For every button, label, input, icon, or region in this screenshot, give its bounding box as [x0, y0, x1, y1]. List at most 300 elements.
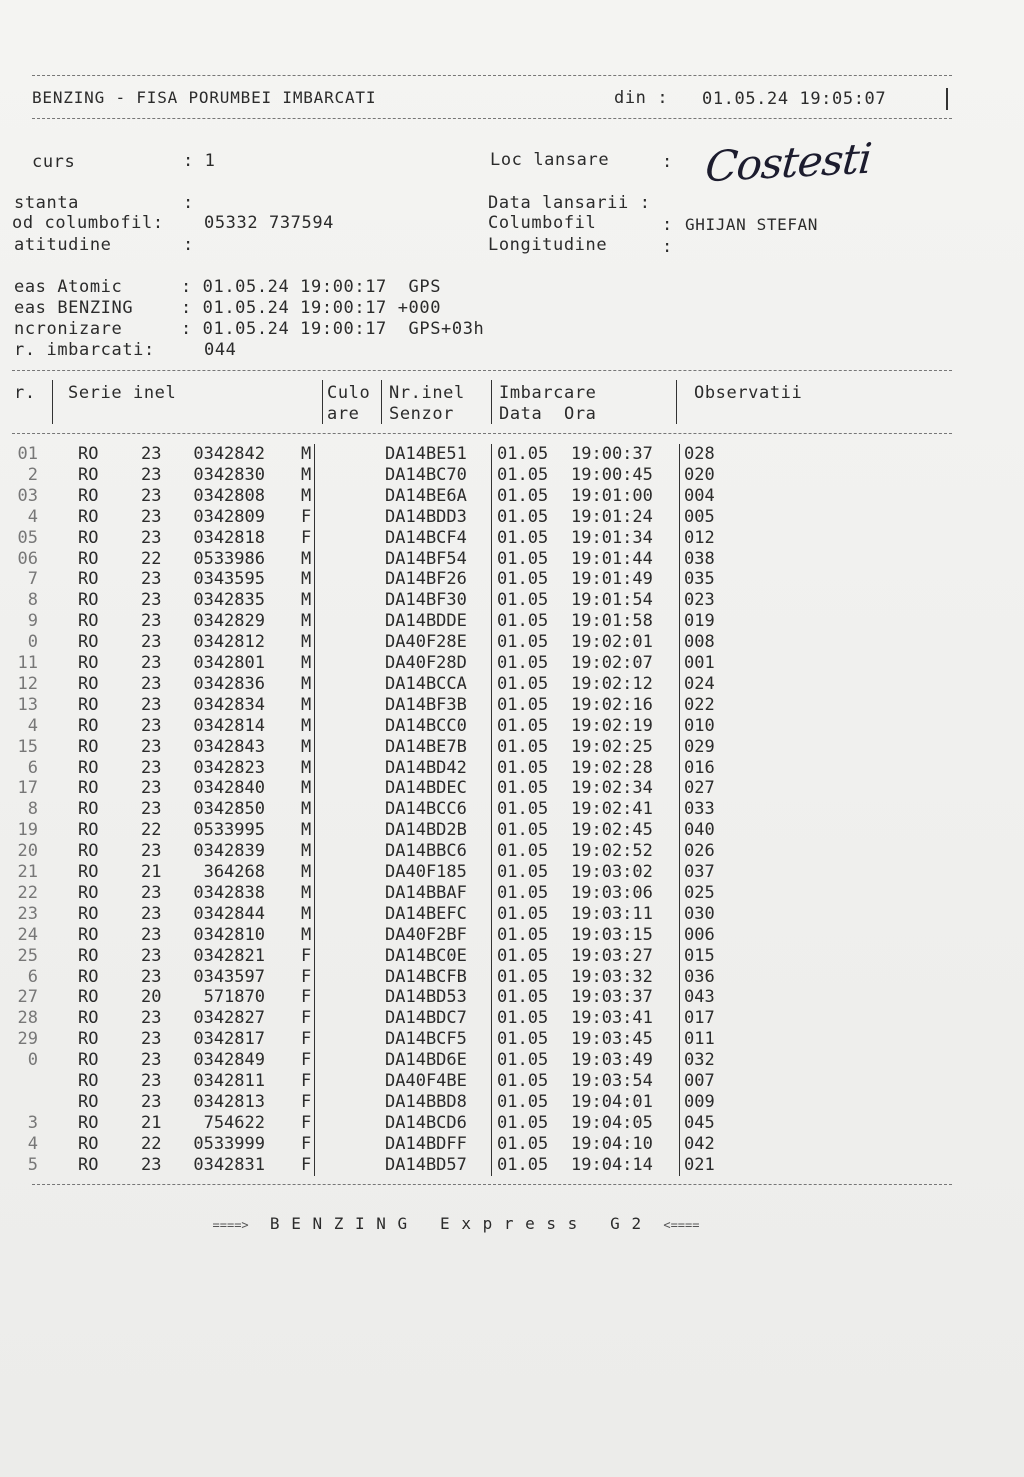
boarding-time: 19:00:45	[571, 464, 653, 485]
boarding-time: 19:02:25	[571, 736, 653, 757]
observation-code: 026	[684, 841, 715, 862]
boarding-date: 01.05	[497, 1029, 549, 1050]
table-row	[0, 883, 1024, 904]
boarding-date: 01.05	[497, 841, 549, 862]
sex-code: M	[301, 799, 312, 820]
ring-year: 23	[141, 882, 162, 903]
sex-code: M	[301, 841, 312, 862]
sex-code: F	[301, 987, 312, 1008]
sensor-id: DA14BCC6	[385, 799, 467, 820]
ring-number: 0342817	[193, 1029, 265, 1050]
boarding-time: 19:01:24	[571, 506, 653, 527]
table-row	[0, 695, 1024, 716]
header-separator	[491, 380, 492, 424]
ring-year: 23	[141, 694, 162, 715]
sex-code: F	[301, 527, 312, 548]
ring-year: 23	[141, 653, 162, 673]
sex-code: F	[301, 966, 312, 987]
col-serie-header: Serie inel	[68, 383, 177, 403]
boarding-date: 01.05	[497, 1133, 549, 1154]
ring-year: 23	[141, 1050, 162, 1071]
boarding-date: 01.05	[497, 757, 549, 778]
country-code: RO	[78, 1091, 99, 1112]
boarding-date: 01.05	[497, 1091, 549, 1112]
ring-year: 23	[141, 1008, 162, 1029]
boarding-time: 19:03:32	[571, 966, 653, 987]
sex-code: F	[301, 1029, 312, 1050]
boarding-date: 01.05	[497, 862, 549, 882]
observation-code: 045	[684, 1112, 715, 1133]
row-number: 22	[17, 882, 38, 903]
sensor-id: DA14BDC7	[385, 1008, 467, 1029]
row-number: 3	[27, 1112, 38, 1133]
ring-number: 0533986	[193, 548, 265, 569]
boarding-date: 01.05	[497, 1071, 549, 1091]
ring-number: 0342840	[193, 778, 265, 799]
table-row	[0, 486, 1024, 507]
row-number: 19	[17, 820, 38, 841]
table-row	[0, 799, 1024, 820]
country-code: RO	[78, 653, 99, 673]
ring-year: 22	[141, 820, 162, 841]
boarding-date: 01.05	[497, 778, 549, 799]
boarding-time: 19:02:34	[571, 778, 653, 799]
sex-code: M	[301, 736, 312, 757]
table-row	[0, 1008, 1024, 1029]
ring-year: 23	[141, 632, 162, 653]
ring-number: 0343595	[193, 569, 265, 590]
sensor-id: DA40F28D	[385, 653, 467, 673]
sensor-id: DA14BCF4	[385, 527, 467, 548]
boarding-date: 01.05	[497, 611, 549, 632]
ring-number: 0342849	[193, 1050, 265, 1071]
sensor-id: DA14BEFC	[385, 903, 467, 924]
right-edge-mark	[946, 88, 948, 110]
observation-code: 009	[684, 1091, 715, 1112]
header-separator	[676, 380, 677, 424]
sex-code: M	[301, 924, 312, 945]
boarding-time: 19:03:49	[571, 1050, 653, 1071]
sensor-id: DA14BF26	[385, 569, 467, 590]
sensor-id: DA14BF3B	[385, 694, 467, 715]
ring-number: 0342836	[193, 673, 265, 694]
boarding-date: 01.05	[497, 1112, 549, 1133]
ring-number: 0342810	[193, 924, 265, 945]
ring-year: 23	[141, 673, 162, 694]
ring-year: 23	[141, 444, 162, 464]
boarding-time: 19:04:05	[571, 1112, 653, 1133]
boarding-date: 01.05	[497, 903, 549, 924]
data-lansarii-label: Data lansarii :	[488, 193, 651, 213]
table-row	[0, 674, 1024, 695]
ring-year: 23	[141, 1154, 162, 1175]
observation-code: 038	[684, 548, 715, 569]
ring-year: 20	[141, 987, 162, 1008]
table-row	[0, 1092, 1024, 1113]
concurs-label: curs	[32, 152, 76, 172]
col-culoare-header-1: Culo	[327, 383, 371, 403]
observation-code: 027	[684, 778, 715, 799]
ring-year: 23	[141, 924, 162, 945]
distanta-colon: :	[183, 193, 194, 213]
ring-number: 0533999	[193, 1133, 265, 1154]
boarding-date: 01.05	[497, 1008, 549, 1029]
country-code: RO	[78, 548, 99, 569]
table-row	[0, 778, 1024, 799]
observation-code: 036	[684, 966, 715, 987]
country-code: RO	[78, 799, 99, 820]
country-code: RO	[78, 1154, 99, 1175]
observation-code: 015	[684, 945, 715, 966]
boarding-date: 01.05	[497, 945, 549, 966]
boarding-time: 19:02:19	[571, 715, 653, 736]
sensor-id: DA14BF54	[385, 548, 467, 569]
table-row	[0, 758, 1024, 779]
ring-number: 0342812	[193, 632, 265, 653]
observation-code: 037	[684, 862, 715, 882]
sensor-id: DA14BBD8	[385, 1091, 467, 1112]
ring-year: 21	[141, 862, 162, 882]
ring-year: 23	[141, 1091, 162, 1112]
table-row	[0, 1029, 1024, 1050]
ceas-benzing-label: eas BENZING	[14, 298, 134, 318]
country-code: RO	[78, 444, 99, 464]
ring-year: 23	[141, 799, 162, 820]
ring-number: 0342829	[193, 611, 265, 632]
boarding-time: 19:02:01	[571, 632, 653, 653]
ring-year: 23	[141, 757, 162, 778]
ring-year: 23	[141, 527, 162, 548]
row-number: 28	[17, 1008, 38, 1029]
concurs-value: : 1	[183, 151, 216, 171]
country-code: RO	[78, 882, 99, 903]
ring-year: 23	[141, 590, 162, 611]
boarding-time: 19:02:16	[571, 694, 653, 715]
sensor-id: DA14BBC6	[385, 841, 467, 862]
sensor-id: DA14BD42	[385, 757, 467, 778]
ring-number: 0342811	[193, 1071, 265, 1091]
country-code: RO	[78, 736, 99, 757]
sensor-id: DA14BBAF	[385, 882, 467, 903]
table-row	[0, 862, 1024, 883]
row-number: 6	[27, 966, 38, 987]
ring-year: 23	[141, 464, 162, 485]
row-number: 23	[17, 903, 38, 924]
sex-code: F	[301, 1008, 312, 1029]
boarding-time: 19:04:14	[571, 1154, 653, 1175]
ring-number: 0342842	[193, 444, 265, 464]
ring-year: 22	[141, 1133, 162, 1154]
country-code: RO	[78, 924, 99, 945]
sensor-id: DA40F28E	[385, 632, 467, 653]
ring-number: 0342844	[193, 903, 265, 924]
header-separator	[381, 380, 382, 424]
observation-code: 006	[684, 924, 715, 945]
date-label: din :	[614, 88, 669, 108]
boarding-date: 01.05	[497, 736, 549, 757]
sensor-id: DA14BCFB	[385, 966, 467, 987]
boarding-date: 01.05	[497, 590, 549, 611]
ring-number: 0342801	[193, 653, 265, 673]
table-row	[0, 737, 1024, 758]
row-number: 8	[27, 590, 38, 611]
ring-number: 0342814	[193, 715, 265, 736]
observation-code: 023	[684, 590, 715, 611]
country-code: RO	[78, 569, 99, 590]
country-code: RO	[78, 464, 99, 485]
sex-code: M	[301, 715, 312, 736]
boarding-time: 19:01:54	[571, 590, 653, 611]
table-row	[0, 528, 1024, 549]
boarding-date: 01.05	[497, 653, 549, 673]
boarding-date: 01.05	[497, 464, 549, 485]
country-code: RO	[78, 632, 99, 653]
ring-year: 23	[141, 485, 162, 506]
sex-code: M	[301, 548, 312, 569]
country-code: RO	[78, 820, 99, 841]
row-number: 05	[17, 527, 38, 548]
sensor-id: DA14BCF5	[385, 1029, 467, 1050]
boarding-time: 19:01:34	[571, 527, 653, 548]
sex-code: F	[301, 1091, 312, 1112]
ring-number: 571870	[203, 987, 265, 1008]
ring-number: 0342827	[193, 1008, 265, 1029]
footer-banner	[170, 1195, 699, 1252]
boarding-date: 01.05	[497, 987, 549, 1008]
table-row	[0, 987, 1024, 1008]
ring-number: 0342839	[193, 841, 265, 862]
observation-code: 016	[684, 757, 715, 778]
row-number: 29	[17, 1029, 38, 1050]
sex-code: M	[301, 778, 312, 799]
sensor-id: DA14BCD6	[385, 1112, 467, 1133]
boarding-time: 19:01:58	[571, 611, 653, 632]
ceas-atomic-label: eas Atomic	[14, 277, 123, 297]
sensor-id: DA14BE7B	[385, 736, 467, 757]
table-row	[0, 1134, 1024, 1155]
sex-code: M	[301, 611, 312, 632]
observation-code: 008	[684, 632, 715, 653]
ring-year: 23	[141, 841, 162, 862]
boarding-time: 19:03:54	[571, 1071, 653, 1091]
ring-year: 23	[141, 506, 162, 527]
table-row	[0, 653, 1024, 674]
sensor-id: DA40F2BF	[385, 924, 467, 945]
observation-code: 028	[684, 444, 715, 464]
table-row	[0, 946, 1024, 967]
ring-year: 23	[141, 1071, 162, 1091]
country-code: RO	[78, 862, 99, 882]
ring-number: 364268	[203, 862, 265, 882]
observation-code: 042	[684, 1133, 715, 1154]
observation-code: 032	[684, 1050, 715, 1071]
country-code: RO	[78, 1029, 99, 1050]
table-row	[0, 444, 1024, 465]
table-row	[0, 1050, 1024, 1071]
table-row	[0, 507, 1024, 528]
ring-year: 23	[141, 778, 162, 799]
col-culoare-header-2: are	[327, 404, 360, 424]
table-top-divider	[12, 370, 952, 371]
boarding-time: 19:02:07	[571, 653, 653, 673]
row-number: 20	[17, 841, 38, 862]
sincronizare-label: ncronizare	[14, 319, 123, 339]
ceas-atomic-value: : 01.05.24 19:00:17 GPS	[181, 277, 442, 297]
row-number: 8	[27, 799, 38, 820]
boarding-time: 19:01:44	[571, 548, 653, 569]
sex-code: F	[301, 1112, 312, 1133]
row-number: 4	[27, 506, 38, 527]
row-number: 15	[17, 736, 38, 757]
sensor-id: DA14BD6E	[385, 1050, 467, 1071]
table-row	[0, 925, 1024, 946]
sex-code: M	[301, 444, 312, 464]
boarding-time: 19:03:06	[571, 882, 653, 903]
observation-code: 001	[684, 653, 715, 673]
country-code: RO	[78, 673, 99, 694]
observation-code: 040	[684, 820, 715, 841]
boarding-time: 19:03:02	[571, 862, 653, 882]
sex-code: F	[301, 1133, 312, 1154]
boarding-time: 19:03:37	[571, 987, 653, 1008]
ring-number: 754622	[203, 1112, 265, 1133]
ring-number: 0342838	[193, 882, 265, 903]
observation-code: 020	[684, 464, 715, 485]
boarding-time: 19:04:10	[571, 1133, 653, 1154]
country-code: RO	[78, 527, 99, 548]
row-number: 7	[27, 569, 38, 590]
ring-year: 23	[141, 736, 162, 757]
nr-imbarcati-value: 044	[204, 340, 237, 360]
boarding-date: 01.05	[497, 548, 549, 569]
ring-number: 0342843	[193, 736, 265, 757]
row-number: 9	[27, 611, 38, 632]
table-row	[0, 611, 1024, 632]
sex-code: M	[301, 632, 312, 653]
col-imbarcare-header-2: Data Ora	[499, 404, 597, 424]
sincronizare-value: : 01.05.24 19:00:17 GPS+03h	[181, 319, 485, 339]
country-code: RO	[78, 841, 99, 862]
country-code: RO	[78, 966, 99, 987]
sex-code: F	[301, 1050, 312, 1071]
sensor-id: DA14BD53	[385, 987, 467, 1008]
row-number: 5	[27, 1154, 38, 1175]
ring-year: 22	[141, 548, 162, 569]
sex-code: M	[301, 757, 312, 778]
table-row	[0, 967, 1024, 988]
boarding-time: 19:01:49	[571, 569, 653, 590]
sensor-id: DA14BDFF	[385, 1133, 467, 1154]
row-number: 2	[27, 464, 38, 485]
sensor-id: DA14BDDE	[385, 611, 467, 632]
col-nrinel-header-2: Senzor	[389, 404, 455, 424]
sex-code: M	[301, 694, 312, 715]
boarding-date: 01.05	[497, 673, 549, 694]
row-number: 17	[17, 778, 38, 799]
ring-year: 23	[141, 611, 162, 632]
observation-code: 004	[684, 485, 715, 506]
table-row	[0, 569, 1024, 590]
longitudine-colon: :	[662, 237, 673, 257]
country-code: RO	[78, 715, 99, 736]
table-row	[0, 1071, 1024, 1092]
loc-lansare-label: Loc lansare	[490, 150, 610, 170]
boarding-date: 01.05	[497, 569, 549, 590]
sensor-id: DA14BCCA	[385, 673, 467, 694]
col-nr-header: r.	[14, 383, 36, 403]
sex-code: M	[301, 464, 312, 485]
row-number: 12	[17, 673, 38, 694]
observation-code: 022	[684, 694, 715, 715]
ring-number: 0342834	[193, 694, 265, 715]
sensor-id: DA14BDD3	[385, 506, 467, 527]
country-code: RO	[78, 1133, 99, 1154]
boarding-date: 01.05	[497, 1154, 549, 1175]
ring-number: 0342835	[193, 590, 265, 611]
header-separator	[52, 380, 53, 424]
ring-number: 0342818	[193, 527, 265, 548]
table-row	[0, 549, 1024, 570]
country-code: RO	[78, 694, 99, 715]
document-title: BENZING - FISA PORUMBEI IMBARCATI	[32, 88, 377, 107]
col-imbarcare-header-1: Imbarcare	[499, 383, 597, 403]
col-observatii-header: Observatii	[694, 383, 803, 403]
boarding-date: 01.05	[497, 882, 549, 903]
row-number: 03	[17, 485, 38, 506]
boarding-time: 19:03:11	[571, 903, 653, 924]
longitudine-label: Longitudine	[488, 235, 608, 255]
ring-year: 23	[141, 903, 162, 924]
country-code: RO	[78, 506, 99, 527]
sex-code: M	[301, 882, 312, 903]
ceas-benzing-value: : 01.05.24 19:00:17 +000	[181, 298, 442, 318]
row-number: 6	[27, 757, 38, 778]
sensor-id: DA14BD57	[385, 1154, 467, 1175]
boarding-time: 19:03:27	[571, 945, 653, 966]
row-number: 11	[17, 653, 38, 673]
observation-code: 029	[684, 736, 715, 757]
table-row	[0, 1113, 1024, 1134]
sex-code: M	[301, 569, 312, 590]
ring-year: 23	[141, 945, 162, 966]
ring-year: 23	[141, 966, 162, 987]
boarding-time: 19:02:41	[571, 799, 653, 820]
boarding-time: 19:02:28	[571, 757, 653, 778]
boarding-date: 01.05	[497, 444, 549, 464]
row-number: 06	[17, 548, 38, 569]
ring-year: 23	[141, 1029, 162, 1050]
sensor-id: DA14BCC0	[385, 715, 467, 736]
loc-lansare-colon: :	[662, 152, 673, 172]
sex-code: F	[301, 945, 312, 966]
sensor-id: DA14BE6A	[385, 485, 467, 506]
cod-columbofil-label: od columbofil:	[12, 213, 164, 233]
row-number: 13	[17, 694, 38, 715]
footer-arrow-right: <====	[663, 1218, 700, 1232]
boarding-time: 19:01:00	[571, 485, 653, 506]
ring-year: 21	[141, 1112, 162, 1133]
boarding-time: 19:00:37	[571, 444, 653, 464]
footer-text: B E N Z I N G E x p r e s s G 2	[269, 1214, 643, 1233]
observation-code: 010	[684, 715, 715, 736]
boarding-date: 01.05	[497, 632, 549, 653]
boarding-date: 01.05	[497, 694, 549, 715]
country-code: RO	[78, 903, 99, 924]
sex-code: M	[301, 903, 312, 924]
observation-code: 033	[684, 799, 715, 820]
boarding-time: 19:02:52	[571, 841, 653, 862]
table-bottom-divider	[32, 1184, 952, 1185]
